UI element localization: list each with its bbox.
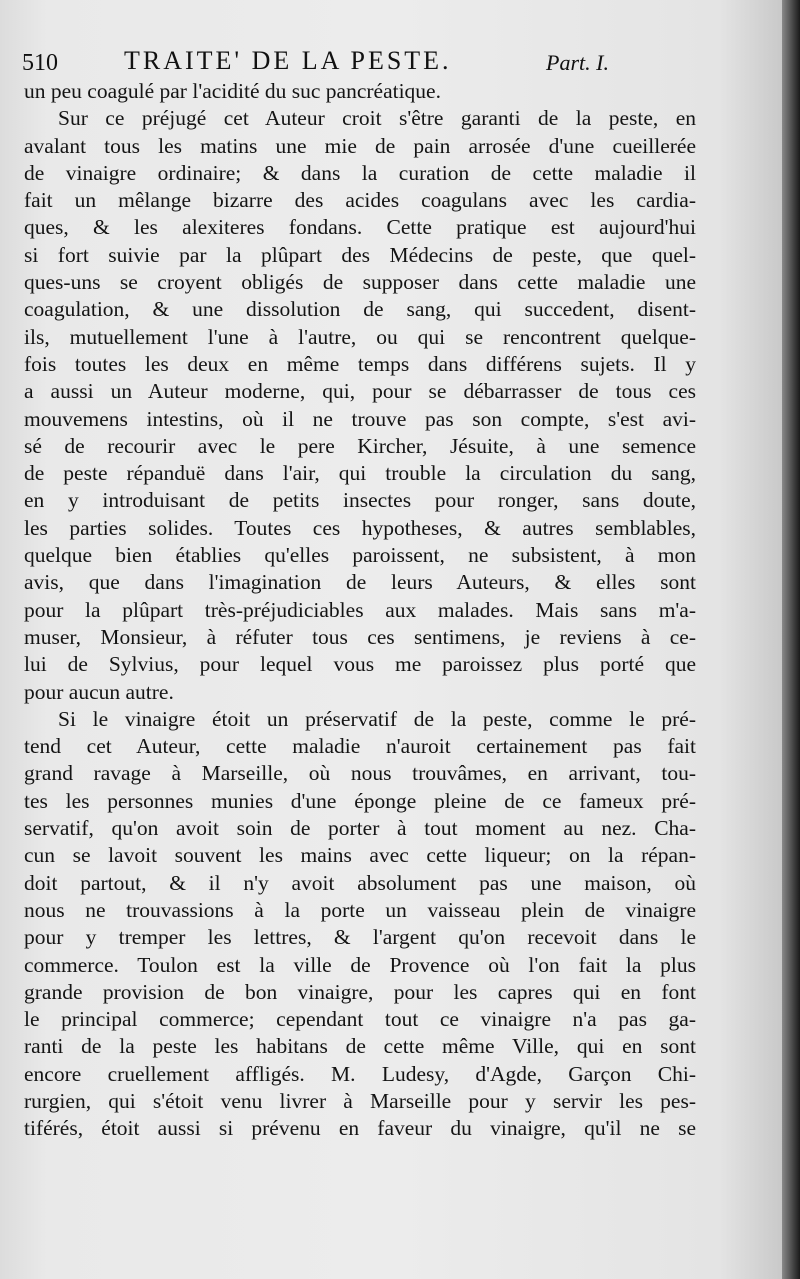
page-edge-shadow <box>782 0 800 1279</box>
text-line: si fort suivie par la plûpart des Médecins de peste, que quel- <box>24 242 696 267</box>
running-header <box>22 46 642 80</box>
text-line: ques, & les alexiteres fondans. Cette pratique est aujourd'hui <box>24 215 696 240</box>
text-line: avis, que dans l'imagination de leurs Auteurs, & elles sont <box>24 570 696 595</box>
text-line: ranti de la peste les habitans de cette même Ville, qui en sont <box>24 1034 696 1059</box>
text-line: cun se lavoit souvent les mains avec cette liqueur; on la répan- <box>24 843 696 868</box>
text-line: de peste répanduë dans l'air, qui trouble la circulation du sang, <box>24 461 696 486</box>
text-line: ils, mutuellement l'une à l'autre, ou qui se rencontrent quelque- <box>24 324 696 349</box>
text-line: encore cruellement affligés. M. Ludesy, d'Agde, Garçon Chi- <box>24 1061 696 1086</box>
text-line: tend cet Auteur, cette maladie n'auroit certainement pas fait <box>24 734 696 759</box>
text-line: commerce. Toulon est la ville de Provence où l'on fait la plus <box>24 952 696 977</box>
text-line: pour y tremper les lettres, & l'argent qu'on recevoit dans le <box>24 925 696 950</box>
text-line: Sur ce préjugé cet Auteur croit s'être garanti de la peste, en <box>58 106 696 131</box>
text-line: grand ravage à Marseille, où nous trouvâmes, en arrivant, tou- <box>24 761 696 786</box>
part-label: Part. I. <box>546 50 609 75</box>
text-line: les parties solides. Toutes ces hypotheses, & autres semblables, <box>24 515 696 540</box>
running-title: TRAITE' DE LA PESTE. <box>124 46 452 75</box>
text-line: Si le vinaigre étoit un préservatif de la peste, comme le pré- <box>58 706 696 731</box>
page-number: 510 <box>22 50 58 76</box>
text-line: tes les personnes munies d'une éponge pleine de ce fameux pré- <box>24 788 696 813</box>
text-line: muser, Monsieur, à réfuter tous ces sentimens, je reviens à ce- <box>24 624 696 649</box>
text-line: lui de Sylvius, pour lequel vous me paroissez plus porté que <box>24 652 696 677</box>
text-line: coagulation, & une dissolution de sang, qui succedent, disent- <box>24 297 696 322</box>
text-line: a aussi un Auteur moderne, qui, pour se débarrasser de tous ces <box>24 379 696 404</box>
text-line: tiférés, étoit aussi si prévenu en faveur du vinaigre, qu'il ne se <box>24 1116 696 1141</box>
text-line: avalant tous les matins une mie de pain arrosée d'une cueillerée <box>24 133 696 158</box>
text-line: nous ne trouvassions à la porte un vaisseau plein de vinaigre <box>24 897 696 922</box>
text-line: de vinaigre ordinaire; & dans la curation de cette maladie il <box>24 160 696 185</box>
text-line: en y introduisant de petits insectes pour ronger, sans doute, <box>24 488 696 513</box>
text-line: un peu coagulé par l'acidité du suc pancréatique. <box>24 79 441 103</box>
text-line: mouvemens intestins, où il ne trouve pas son compte, s'est avi- <box>24 406 696 431</box>
text-line: sé de recourir avec le pere Kircher, Jésuite, à une semence <box>24 433 696 458</box>
text-line: ques-uns se croyent obligés de supposer dans cette maladie une <box>24 270 696 295</box>
text-line: grande provision de bon vinaigre, pour les capres qui en font <box>24 979 696 1004</box>
text-line: fois toutes les deux en même temps dans différens sujets. Il y <box>24 351 696 376</box>
text-line: fait un mêlange bizarre des acides coagulans avec les cardia- <box>24 188 696 213</box>
text-line: le principal commerce; cependant tout ce vinaigre n'a pas ga- <box>24 1007 696 1032</box>
text-line: pour la plûpart très-préjudiciables aux malades. Mais sans m'a- <box>24 597 696 622</box>
text-line: servatif, qu'on avoit soin de porter à tout moment au nez. Cha- <box>24 816 696 841</box>
text-line: quelque bien établies qu'elles paroissent, ne subsistent, à mon <box>24 543 696 568</box>
text-line: doit partout, & il n'y avoit absolument pas une maison, où <box>24 870 696 895</box>
text-line: rurgien, qui s'étoit venu livrer à Marseille pour y servir les pes- <box>24 1088 696 1113</box>
text-line: pour aucun autre. <box>24 679 174 704</box>
body-text <box>24 78 696 1143</box>
